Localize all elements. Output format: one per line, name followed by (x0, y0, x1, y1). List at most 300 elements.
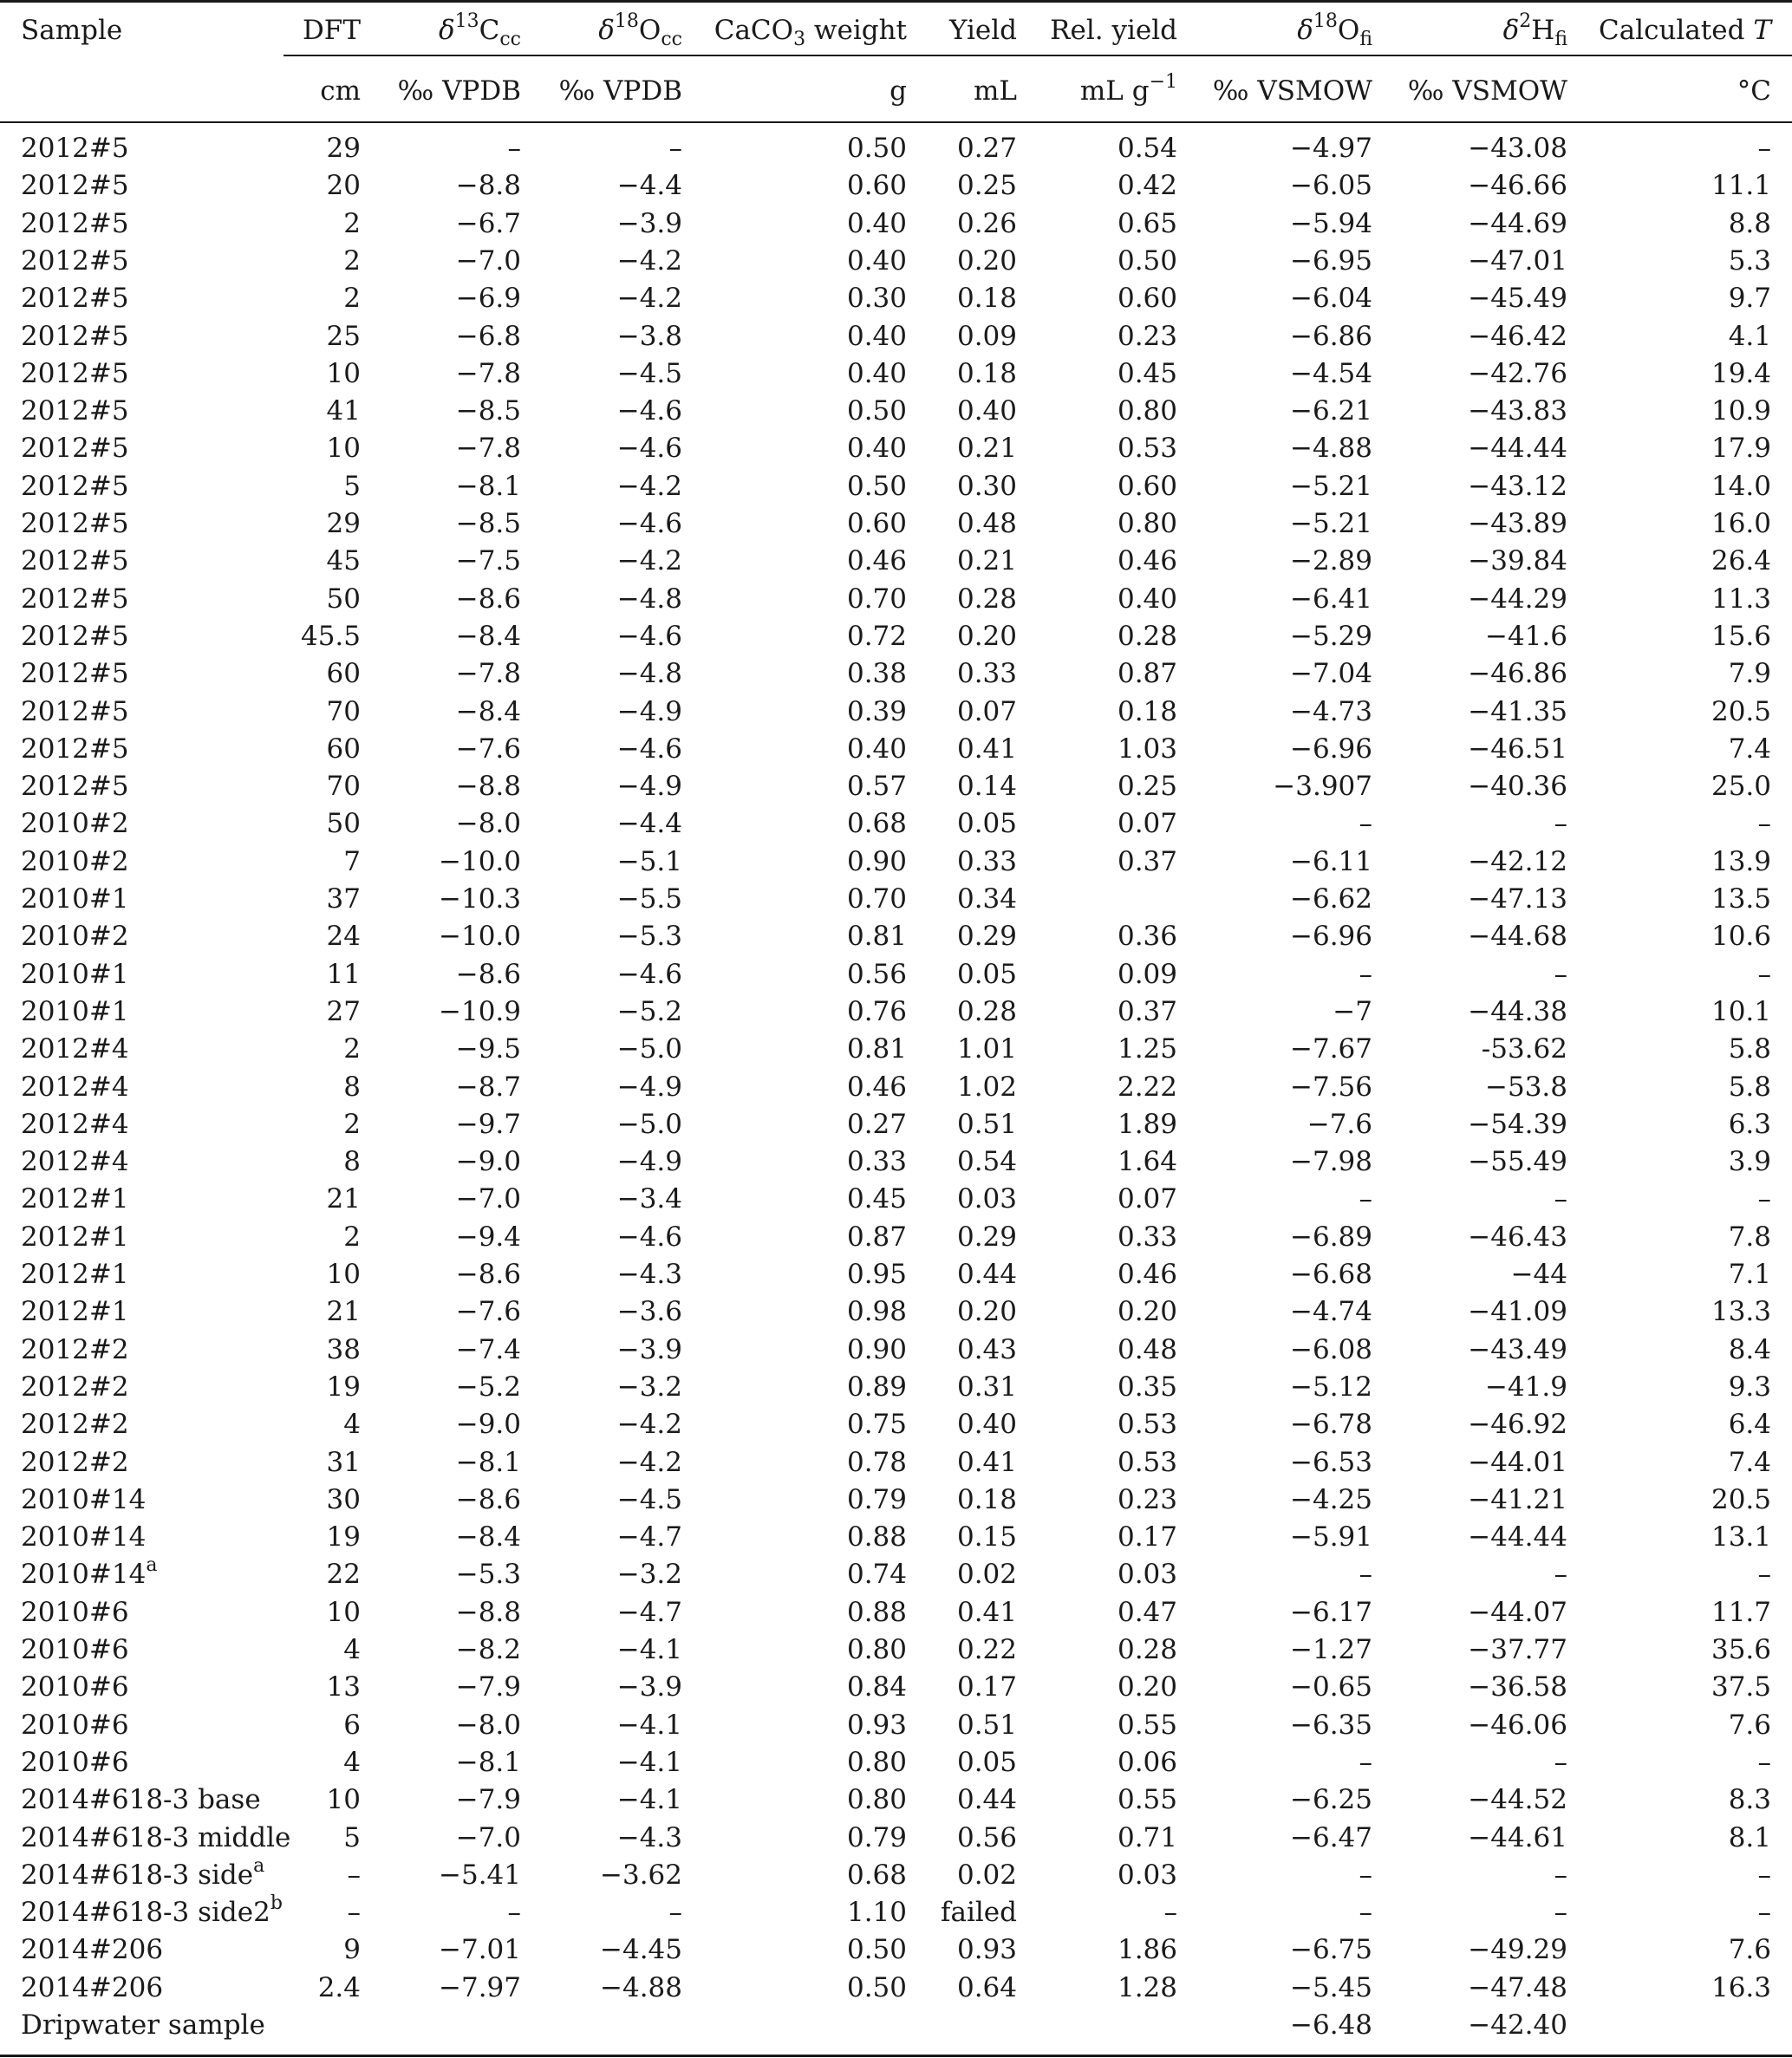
table-cell: 8.4 (1728, 1333, 1771, 1365)
table-cell: 2014#618-3 middle (21, 1821, 291, 1853)
table-cell: −4.6 (616, 620, 682, 652)
table-cell: 2010#2 (21, 845, 129, 877)
table-cell: 0.20 (956, 244, 1017, 277)
table-cell: – (1359, 1897, 1372, 1929)
column-header: Sample (21, 15, 123, 46)
table-cell: 0.80 (1117, 395, 1177, 427)
table-cell: −5.21 (1290, 470, 1372, 502)
table-cell: −8.0 (455, 1709, 521, 1741)
table-cell: −43.49 (1468, 1333, 1567, 1365)
table-cell: 0.41 (956, 733, 1017, 765)
table-cell: 0.70 (846, 583, 907, 615)
table-cell: – (1757, 958, 1771, 990)
table-cell: 2 (343, 1033, 361, 1065)
table-cell: 22 (326, 1559, 361, 1591)
table-cell: −0.65 (1290, 1671, 1372, 1703)
table-cell: 2010#1 (21, 995, 129, 1027)
table-cell: 0.60 (1117, 283, 1177, 315)
table-cell: −5.94 (1290, 207, 1372, 239)
table-cell: Dripwater sample (21, 2009, 265, 2041)
table-cell: 0.95 (846, 1259, 907, 1290)
table-cell: 45 (326, 545, 361, 577)
table-cell: 0.28 (1117, 620, 1177, 652)
table-cell: 5 (343, 470, 361, 502)
table-cell: 15.6 (1711, 620, 1771, 652)
table-cell: 0.80 (1117, 508, 1177, 539)
table-cell: 45.5 (300, 620, 361, 652)
table-cell: 0.98 (846, 1296, 907, 1328)
table-cell: 0.50 (846, 395, 907, 427)
table-cell: 2012#2 (21, 1371, 129, 1403)
table-cell: 2 (343, 1221, 361, 1253)
table-cell: −4.8 (616, 583, 682, 615)
table-cell: −4.9 (616, 1146, 682, 1178)
table-cell: 35.6 (1711, 1634, 1771, 1665)
table-cell: 2010#6 (21, 1596, 129, 1628)
table-cell: 0.02 (956, 1859, 1017, 1891)
table-cell: 0.65 (1117, 207, 1177, 239)
table-cell: – (1757, 1559, 1771, 1591)
table-cell: 0.51 (956, 1108, 1017, 1140)
table-cell: 2010#14 (21, 1483, 147, 1515)
table-cell: −4.2 (616, 283, 682, 315)
table-cell: 4 (343, 1746, 361, 1778)
table-cell: 2012#5 (21, 395, 129, 427)
table-cell: 0.20 (956, 620, 1017, 652)
table-cell: 2012#4 (21, 1033, 129, 1065)
table-cell: −6.68 (1290, 1259, 1372, 1290)
table-cell: 2012#1 (21, 1296, 129, 1328)
table-cell: -53.62 (1481, 1033, 1567, 1065)
table-cell: – (1554, 1746, 1567, 1778)
table-cell: −8.1 (455, 1446, 521, 1478)
table-cell: −7.0 (455, 244, 521, 277)
table-cell: 0.72 (846, 620, 907, 652)
table-cell: 0.07 (956, 695, 1017, 727)
table-cell: −7.97 (439, 1971, 521, 2003)
table-cell: 0.50 (846, 1934, 907, 1966)
table-cell: 0.40 (956, 395, 1017, 427)
table-cell: 0.03 (1117, 1559, 1177, 1591)
table-cell: 2012#5 (21, 133, 129, 164)
table-cell: −54.39 (1468, 1108, 1567, 1140)
table-cell: 0.27 (956, 133, 1017, 164)
table-cell: −46.92 (1468, 1409, 1567, 1441)
table-cell: 6 (343, 1709, 361, 1741)
table-cell: 2012#2 (21, 1446, 129, 1478)
table-cell: – (668, 1897, 682, 1929)
table-cell: 0.33 (846, 1146, 907, 1178)
table-cell: – (1554, 1897, 1567, 1929)
table-cell: 0.09 (956, 320, 1017, 352)
table-cell: 50 (326, 583, 361, 615)
table-cell: 1.02 (956, 1071, 1017, 1103)
table-cell: 0.20 (1117, 1671, 1177, 1703)
table-cell: −6.7 (455, 207, 521, 239)
table-cell: −3.62 (600, 1859, 682, 1891)
table-cell: 0.57 (846, 771, 907, 803)
table-cell: −46.43 (1468, 1221, 1567, 1253)
table-cell: 29 (326, 508, 361, 539)
table-cell: 60 (326, 733, 361, 765)
table-cell: −44.52 (1468, 1784, 1567, 1816)
table-cell: −4.6 (616, 733, 682, 765)
table-cell: −41.35 (1468, 695, 1567, 727)
table-cell: −6.96 (1290, 921, 1372, 953)
table-cell: 0.64 (956, 1971, 1017, 2003)
table-cell: 37.5 (1711, 1671, 1771, 1703)
table-cell: – (1359, 1859, 1372, 1891)
table-cell: 1.64 (1117, 1146, 1177, 1178)
table-cell: 0.79 (846, 1821, 907, 1853)
table-cell: −6.05 (1290, 170, 1372, 202)
table-cell: −8.1 (455, 470, 521, 502)
table-cell: 0.36 (1117, 921, 1177, 953)
table-cell: 2012#5 (21, 508, 129, 539)
table-cell: 8.3 (1728, 1784, 1771, 1816)
table-cell: 0.46 (846, 545, 907, 577)
table-cell: 2012#5 (21, 771, 129, 803)
table-cell: 2012#5 (21, 470, 129, 502)
table-cell: 0.81 (846, 1033, 907, 1065)
table-cell: 2.4 (317, 1971, 361, 2003)
table-cell: 0.38 (846, 658, 907, 690)
table-cell: 0.46 (1117, 545, 1177, 577)
column-header: $\delta^{18}O_{fi}$ (1297, 10, 1372, 50)
table-cell: −6.95 (1290, 244, 1372, 277)
table-cell: 0.07 (1117, 1183, 1177, 1215)
table-cell: 0.30 (956, 470, 1017, 502)
table-cell: −5.5 (616, 883, 682, 915)
table-cell: −9.5 (455, 1033, 521, 1065)
table-cell: −6.78 (1290, 1409, 1372, 1441)
table-cell: −5.12 (1290, 1371, 1372, 1403)
table-cell: 0.46 (1117, 1259, 1177, 1290)
table-cell: −7.5 (455, 545, 521, 577)
table-cell: −5.21 (1290, 508, 1372, 539)
table-cell: 0.28 (956, 995, 1017, 1027)
table-cell: −47.01 (1468, 244, 1567, 277)
table-cell: 0.23 (1117, 1483, 1177, 1515)
table-cell: 0.48 (1117, 1333, 1177, 1365)
table-cell: −4.74 (1290, 1296, 1372, 1328)
table-cell: −42.12 (1468, 845, 1567, 877)
column-header: Rel. yield (1050, 15, 1177, 46)
table-cell: 0.21 (956, 545, 1017, 577)
table-cell: −7.6 (455, 1296, 521, 1328)
table-cell: 2012#1 (21, 1259, 129, 1290)
table-cell: 0.03 (956, 1183, 1017, 1215)
table-cell: −4.9 (616, 695, 682, 727)
table-cell: 0.33 (956, 658, 1017, 690)
table-cell: 0.28 (1117, 1634, 1177, 1665)
table-cell: −46.66 (1468, 170, 1567, 202)
table-cell: 11.1 (1711, 170, 1771, 202)
table-cell: 5.3 (1728, 244, 1771, 277)
table-cell: 0.40 (846, 357, 907, 389)
table-cell: 2012#5 (21, 583, 129, 615)
table-cell: 0.25 (956, 170, 1017, 202)
table-cell: −46.06 (1468, 1709, 1567, 1741)
table-cell: – (507, 1897, 521, 1929)
table-cell: −8.6 (455, 583, 521, 615)
table-cell: 19 (326, 1521, 361, 1553)
table-cell: 0.75 (846, 1409, 907, 1441)
table-cell: 0.60 (1117, 470, 1177, 502)
table-cell: 2014#618-3 side$^a$ (21, 1854, 265, 1891)
table-cell: 0.30 (846, 283, 907, 315)
table-cell: 0.35 (1117, 1371, 1177, 1403)
table-cell: 0.60 (846, 508, 907, 539)
table-cell: −39.84 (1468, 545, 1567, 577)
table-cell: 26.4 (1711, 545, 1771, 577)
table-cell: 2012#5 (21, 433, 129, 465)
table-cell: 0.87 (846, 1221, 907, 1253)
unit-header: mL (974, 75, 1017, 107)
table-cell: 2012#4 (21, 1108, 129, 1140)
table-cell: −41.21 (1468, 1483, 1567, 1515)
table-cell: 2.22 (1117, 1071, 1177, 1103)
table-cell: 0.09 (1117, 958, 1177, 990)
table-cell: 0.74 (846, 1559, 907, 1591)
table-cell: 2 (343, 283, 361, 315)
table-cell: 29 (326, 133, 361, 164)
column-header: $\delta^{13}C_{cc}$ (438, 10, 521, 50)
table-cell: −4.9 (616, 1071, 682, 1103)
table-cell: −4.5 (616, 1483, 682, 1515)
table-cell: 0.41 (956, 1596, 1017, 1628)
table-cell: 0.81 (846, 921, 907, 953)
column-header: Calculated T (1598, 15, 1771, 46)
table-cell: −4.8 (616, 658, 682, 690)
table-cell: −53.8 (1485, 1071, 1567, 1103)
table-cell: – (1359, 1746, 1372, 1778)
table-cell: 5.8 (1728, 1071, 1771, 1103)
table-cell: – (1554, 808, 1567, 840)
table-cell: −8.4 (455, 620, 521, 652)
table-cell: −44.68 (1468, 921, 1567, 953)
table-cell: 0.41 (956, 1446, 1017, 1478)
table-cell: 10 (326, 357, 361, 389)
table-cell: 0.05 (956, 808, 1017, 840)
table-cell: −42.76 (1468, 357, 1567, 389)
table-cell: −46.86 (1468, 658, 1567, 690)
table-cell: −41.09 (1468, 1296, 1567, 1328)
table-cell: −6.08 (1290, 1333, 1372, 1365)
table-cell: 2010#14 (21, 1521, 147, 1553)
table-cell: 0.54 (1117, 133, 1177, 164)
table-cell: 2010#6 (21, 1746, 129, 1778)
table-cell: – (347, 1897, 361, 1929)
table-cell: −1.27 (1290, 1634, 1372, 1665)
table-cell: −8.6 (455, 1483, 521, 1515)
table-cell: 0.60 (846, 170, 907, 202)
table-cell: 5.8 (1728, 1033, 1771, 1065)
table-cell: −55.49 (1468, 1146, 1567, 1178)
table-cell: – (1359, 808, 1372, 840)
table-cell: −4.6 (616, 395, 682, 427)
table-cell: 10 (326, 1259, 361, 1290)
table-top-rule (0, 0, 1792, 3)
table-cell: 0.42 (1117, 170, 1177, 202)
table-cell: −44.44 (1468, 433, 1567, 465)
table-cell: 0.18 (956, 357, 1017, 389)
unit-header: ‰ VPDB (397, 75, 521, 107)
table-cell: −5.0 (616, 1033, 682, 1065)
table-cell: −7.4 (455, 1333, 521, 1365)
table-cell: 0.31 (956, 1371, 1017, 1403)
table-cell: 0.90 (846, 1333, 907, 1365)
table-cell: 0.27 (846, 1108, 907, 1140)
table-cell: 1.86 (1117, 1934, 1177, 1966)
table-cell: 9.3 (1728, 1371, 1771, 1403)
table-cell: 0.71 (1117, 1821, 1177, 1853)
table-cell: −6.53 (1290, 1446, 1372, 1478)
table-cell: −5.45 (1290, 1971, 1372, 2003)
table-cell: 6.3 (1728, 1108, 1771, 1140)
table-cell: −8.7 (455, 1071, 521, 1103)
table-cell: −4.1 (616, 1709, 682, 1741)
table-cell: 2010#6 (21, 1709, 129, 1741)
table-cell: −46.42 (1468, 320, 1567, 352)
table-cell: 6.4 (1728, 1409, 1771, 1441)
table-cell: 27 (326, 995, 361, 1027)
table-cell: −41.6 (1485, 620, 1567, 652)
table-cell: −8.4 (455, 695, 521, 727)
table-cell: 2 (343, 207, 361, 239)
table-cell: 8 (343, 1146, 361, 1178)
table-cell: 0.93 (956, 1934, 1017, 1966)
table-cell: 0.40 (846, 207, 907, 239)
table-cell: 0.07 (1117, 808, 1177, 840)
column-header: CaCO$_3$ weight (714, 15, 907, 50)
table-cell: 0.05 (956, 958, 1017, 990)
unit-header: mL $g^{-1}$ (1079, 71, 1177, 107)
table-cell: 0.06 (1117, 1746, 1177, 1778)
table-cell: 0.37 (1117, 995, 1177, 1027)
table-cell: −4.5 (616, 357, 682, 389)
table-cell: −7.8 (455, 433, 521, 465)
table-cell: 21 (326, 1296, 361, 1328)
table-cell: 1.03 (1117, 733, 1177, 765)
table-cell: 7 (343, 845, 361, 877)
table-cell: 0.33 (1117, 1221, 1177, 1253)
table-cell: 0.47 (1117, 1596, 1177, 1628)
table-cell: −4.97 (1290, 133, 1372, 164)
table-cell: 0.54 (956, 1146, 1017, 1178)
table-cell: −5.91 (1290, 1521, 1372, 1553)
table-cell: −41.9 (1485, 1371, 1567, 1403)
table-cell: 0.93 (846, 1709, 907, 1741)
table-cell: −44.29 (1468, 583, 1567, 615)
table-cell: 2010#6 (21, 1634, 129, 1665)
table-cell: −4.1 (616, 1746, 682, 1778)
table-cell: 0.29 (956, 1221, 1017, 1253)
table-cell: −9.0 (455, 1146, 521, 1178)
table-cell: −7.9 (455, 1784, 521, 1816)
table-cell: 2012#5 (21, 733, 129, 765)
table-cell: −4.2 (616, 545, 682, 577)
table-cell: −4.88 (600, 1971, 682, 2003)
table-cell: 50 (326, 808, 361, 840)
table-cell: −8.5 (455, 395, 521, 427)
table-cell: – (668, 133, 682, 164)
table-cell: −7.6 (1307, 1108, 1372, 1140)
table-cell: 2012#1 (21, 1183, 129, 1215)
table-cell: 0.76 (846, 995, 907, 1027)
column-header: Yield (949, 15, 1017, 46)
table-cell: – (1359, 1559, 1372, 1591)
table-cell: −8.6 (455, 958, 521, 990)
table-cell: 0.50 (1117, 244, 1177, 277)
table-cell: 0.18 (956, 1483, 1017, 1515)
table-cell: 1.89 (1117, 1108, 1177, 1140)
table-cell: 16.0 (1711, 508, 1771, 539)
table-cell: −42.40 (1468, 2009, 1567, 2041)
table-cell: 0.55 (1117, 1784, 1177, 1816)
table-cell: 41 (326, 395, 361, 427)
table-cell: 2010#1 (21, 958, 129, 990)
table-cell: 0.68 (846, 1859, 907, 1891)
table-cell: 2010#1 (21, 883, 129, 915)
table-cell: −5.3 (455, 1559, 521, 1591)
table-cell: 70 (326, 771, 361, 803)
table-cell: 25 (326, 320, 361, 352)
table-cell: −6.89 (1290, 1221, 1372, 1253)
table-cell: 0.90 (846, 845, 907, 877)
table-cell: −3.8 (616, 320, 682, 352)
table-cell: 0.80 (846, 1634, 907, 1665)
table-cell: −4.4 (616, 170, 682, 202)
table-cell: −7.8 (455, 357, 521, 389)
table-cell: – (1359, 958, 1372, 990)
header-bottom-rule (0, 121, 1792, 123)
table-cell: 0.29 (956, 921, 1017, 953)
table-cell: 0.48 (956, 508, 1017, 539)
table-cell: −40.36 (1468, 771, 1567, 803)
table-cell: 16.3 (1711, 1971, 1771, 2003)
table-cell: −8.6 (455, 1259, 521, 1290)
table-cell: 2014#618-3 base (21, 1784, 261, 1816)
table-cell: −4.6 (616, 958, 682, 990)
table-cell: −4.73 (1290, 695, 1372, 727)
table-cell: 0.21 (956, 433, 1017, 465)
table-cell: 0.53 (1117, 1409, 1177, 1441)
column-header: DFT (302, 15, 361, 46)
table-cell: −9.7 (455, 1108, 521, 1140)
table-cell: −43.08 (1468, 133, 1567, 164)
table-cell: 13.1 (1711, 1521, 1771, 1553)
table-cell: −45.49 (1468, 283, 1567, 315)
table-cell: 20.5 (1711, 695, 1771, 727)
table-cell: – (1757, 1897, 1771, 1929)
table-cell: 8.1 (1728, 1821, 1771, 1853)
table-cell: 4.1 (1728, 320, 1771, 352)
table-cell: −7.56 (1290, 1071, 1372, 1103)
table-cell: −6.47 (1290, 1821, 1372, 1853)
table-cell: 0.40 (846, 244, 907, 277)
table-cell: – (1554, 958, 1567, 990)
table-cell: −43.12 (1468, 470, 1567, 502)
table-cell: 0.17 (956, 1671, 1017, 1703)
table-cell: 38 (326, 1333, 361, 1365)
table-cell: −44.69 (1468, 207, 1567, 239)
table-cell: 2012#5 (21, 545, 129, 577)
table-cell: – (1757, 1746, 1771, 1778)
table-cell: −8.4 (455, 1521, 521, 1553)
table-cell: −2.89 (1290, 545, 1372, 577)
table-cell: 7.4 (1728, 1446, 1771, 1478)
